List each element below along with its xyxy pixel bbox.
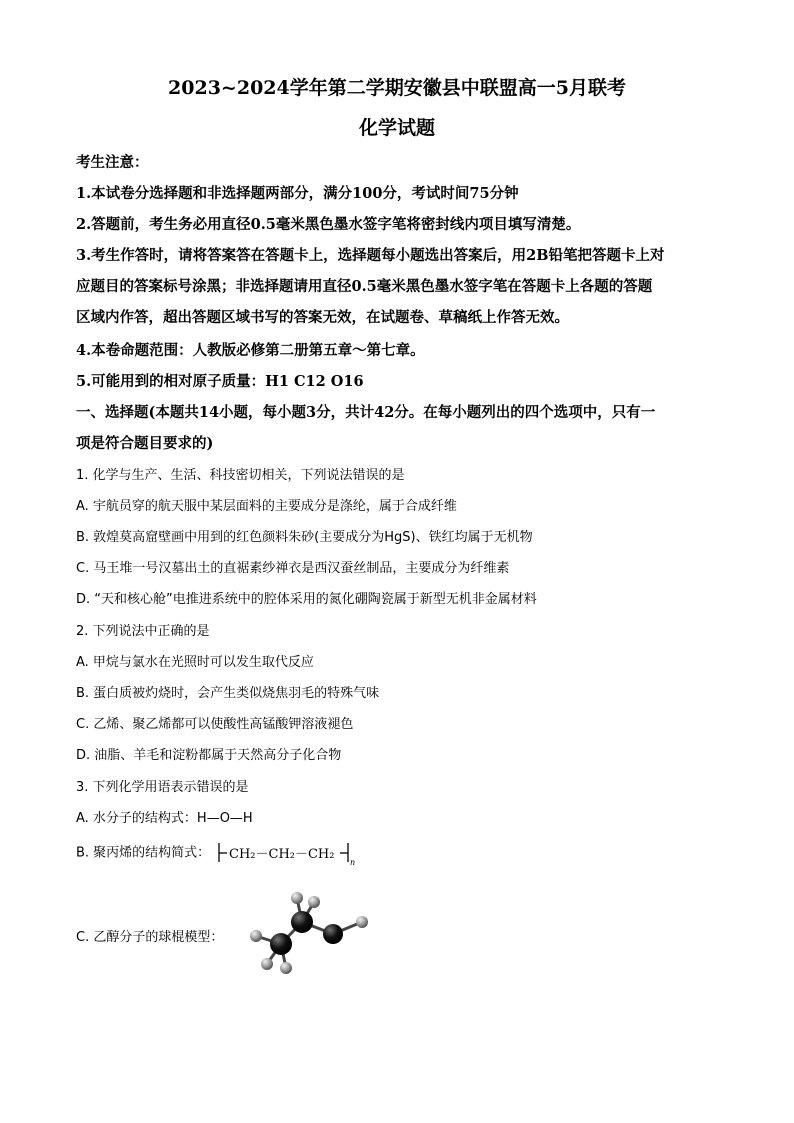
q1-option-d: D. “天和核心舱”电推进系统中的腔体采用的氮化硼陶瓷属于新型无机非金属材料	[76, 592, 537, 607]
section-heading: 一、选择题(本题共14小题，每小题3分，共计42分。在每小题列出的四个选项中，只有一	[76, 404, 656, 421]
notice-item-1: 1.本试卷分选择题和非选择题两部分，满分100分，考试时间75分钟	[76, 185, 519, 202]
notice-item-4: 4.本卷命题范围：人教版必修第二册第五章～第七章。	[76, 342, 425, 359]
notice-item-2: 2.答题前，考生务必用直径0.5毫米黑色墨水签字笔将密封线内项目填写清楚。	[76, 216, 581, 233]
subject-title: 化学试题	[358, 117, 435, 139]
exam-title: 2023~2024学年第二学期安徽县中联盟高一5月联考	[168, 77, 626, 99]
notice-item-3: 3.考生作答时，请将答案答在答题卡上，选择题每小题选出答案后，用2B铅笔把答题卡上对	[76, 247, 665, 264]
q2-option-b: B. 蛋白质被灼烧时，会产生类似烧焦羽毛的特殊气味	[76, 686, 380, 701]
polymer-subscript: n	[350, 858, 356, 866]
q2-stem: 2. 下列说法中正确的是	[76, 624, 210, 639]
notice-item-3-cont2: 区域内作答，超出答题区域书写的答案无效，在试题卷、草稿纸上作答无效。	[76, 309, 569, 326]
q3-option-c-label: C. 乙醇分子的球棍模型：	[76, 930, 224, 945]
section-heading-cont: 项是符合题目要求的)	[76, 435, 214, 452]
notice-item-5: 5.可能用到的相对原子质量：H1 C12 O16	[76, 373, 364, 390]
q3-option-b	[76, 840, 366, 866]
notice-heading: 考生注意：	[76, 154, 149, 171]
ethanol-ball-stick-model-icon	[240, 888, 380, 978]
q3-stem: 3. 下列化学用语表示错误的是	[76, 780, 249, 795]
q1-stem: 1. 化学与生产、生活、科技密切相关，下列说法错误的是	[76, 468, 405, 483]
polypropylene-formula	[216, 840, 366, 866]
q2-option-c: C. 乙烯、聚乙烯都可以使酸性高锰酸钾溶液褪色	[76, 717, 354, 732]
q3-option-a: A. 水分子的结构式：H—O—H	[76, 811, 253, 826]
q1-option-b: B. 敦煌莫高窟壁画中用到的红色颜料朱砂(主要成分为HgS)、铁红均属于无机物	[76, 530, 533, 545]
q1-option-c: C. 马王堆一号汉墓出土的直裾素纱禅衣是西汉蚕丝制品，主要成分为纤维素	[76, 561, 510, 576]
q3-option-b-label: B. 聚丙烯的结构简式：	[76, 845, 211, 861]
q1-option-a: A. 宇航员穿的航天服中某层面料的主要成分是涤纶，属于合成纤维	[76, 499, 457, 514]
polypropylene-formula-text: CH₂－CH₂－CH₂	[229, 847, 335, 862]
notice-item-3-cont: 应题目的答案标号涂黑；非选择题请用直径0.5毫米黑色墨水签字笔在答题卡上各题的答题	[76, 278, 653, 295]
q2-option-a: A. 甲烷与氯水在光照时可以发生取代反应	[76, 655, 314, 670]
q2-option-d: D. 油脂、羊毛和淀粉都属于天然高分子化合物	[76, 748, 342, 763]
